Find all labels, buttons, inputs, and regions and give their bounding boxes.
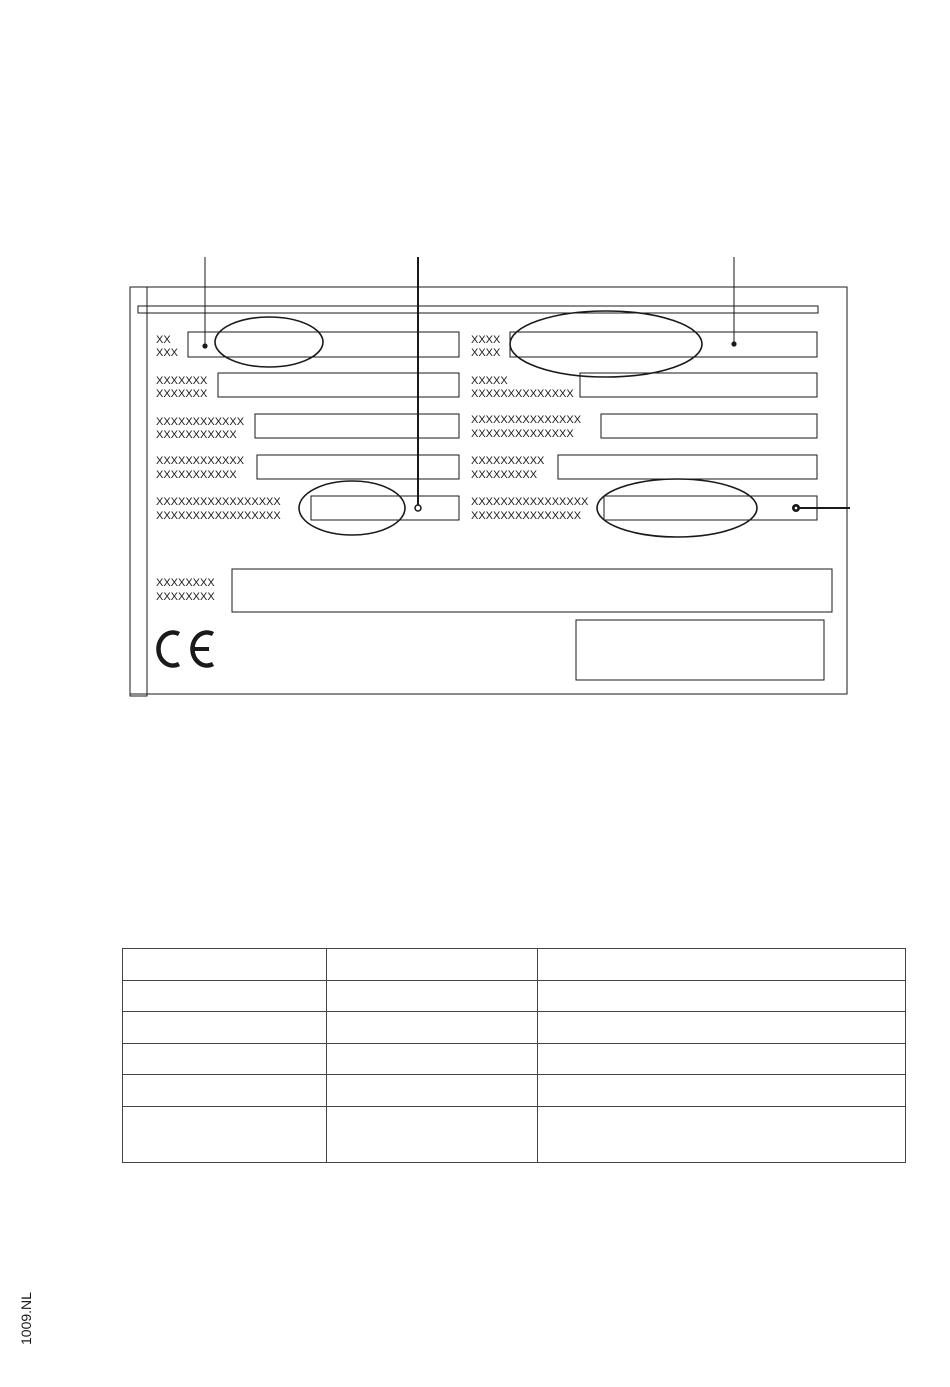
blank-box: [576, 620, 824, 680]
table-cell: [327, 1075, 538, 1107]
field-label-5: [156, 416, 245, 441]
field-label-8: [471, 455, 545, 481]
field-label-2: [471, 334, 501, 359]
field-box-10: [604, 496, 817, 520]
svg-text:XXXXXXXXXXX: XXXXXXXXXXX: [156, 469, 237, 481]
table-cell: [538, 981, 906, 1012]
highlight-ellipse-3: [299, 481, 405, 535]
svg-text:XXXXXXXXXXXXXXX: XXXXXXXXXXXXXXX: [471, 414, 582, 426]
table-row: [123, 1075, 906, 1107]
ce-mark-icon: [158, 632, 213, 665]
svg-text:XXXXXXXXXXXXXX: XXXXXXXXXXXXXX: [471, 428, 574, 440]
table-cell: [123, 1012, 327, 1044]
table-cell: [538, 1075, 906, 1107]
field-box-6: [601, 414, 817, 438]
table-cell: [123, 1044, 327, 1075]
table-row: [123, 949, 906, 981]
field-box-7: [257, 455, 459, 479]
svg-text:XXXX: XXXX: [471, 347, 501, 359]
svg-text:XXXXXXXXXXXX: XXXXXXXXXXXX: [156, 416, 245, 428]
svg-text:XXX: XXX: [156, 347, 179, 359]
table-row: [123, 1107, 906, 1163]
table-cell: [327, 981, 538, 1012]
field-box-9: [311, 496, 459, 520]
field-box-3: [218, 373, 459, 397]
field-label-7: [156, 455, 245, 481]
plate-top-bar: [138, 306, 818, 313]
svg-text:XXXXXXX: XXXXXXX: [156, 388, 208, 400]
plate-left-strip: [130, 287, 147, 696]
svg-text:XXXXXXXX: XXXXXXXX: [156, 591, 215, 603]
table-row: [123, 981, 906, 1012]
field-box-11: [232, 569, 832, 612]
table-cell: [123, 949, 327, 981]
table-cell: [538, 949, 906, 981]
table-cell: [123, 1107, 327, 1163]
highlight-ellipse-4: [597, 479, 757, 537]
field-label-4: [471, 375, 574, 400]
svg-text:XX: XX: [156, 334, 171, 346]
table-cell: [538, 1107, 906, 1163]
leader-dot-1: [202, 343, 207, 348]
table-row: [123, 1012, 906, 1044]
svg-text:XXXXXXXXXXXXXXXXX: XXXXXXXXXXXXXXXXX: [156, 496, 281, 508]
highlight-ellipse-2: [510, 311, 702, 377]
svg-text:XXXXXXXX: XXXXXXXX: [156, 577, 215, 589]
svg-text:XXXXXXXXXXXXXX: XXXXXXXXXXXXXX: [471, 388, 574, 400]
spec-table: [122, 948, 906, 1163]
highlight-ellipse-1: [215, 317, 323, 367]
svg-text:XXXXXXX: XXXXXXX: [156, 375, 208, 387]
table-cell: [538, 1012, 906, 1044]
table-cell: [538, 1044, 906, 1075]
table-cell: [327, 1044, 538, 1075]
document-code: 1009.NL: [18, 1292, 34, 1345]
leader-dot-3: [731, 341, 736, 346]
table-cell: [123, 981, 327, 1012]
svg-text:XXXXXXXXX: XXXXXXXXX: [471, 469, 538, 481]
table-cell: [327, 1107, 538, 1163]
field-label-10: [471, 496, 589, 522]
leader-dot-2: [415, 505, 421, 511]
field-label-3: [156, 375, 208, 400]
table-row: [123, 1044, 906, 1075]
svg-text:XXXXXXXXXX: XXXXXXXXXX: [471, 455, 545, 467]
table-cell: [327, 1012, 538, 1044]
svg-text:XXXX: XXXX: [471, 334, 501, 346]
svg-text:XXXXXXXXXXXXXXXXX: XXXXXXXXXXXXXXXXX: [156, 510, 281, 522]
leader-dot-4-core: [795, 507, 798, 510]
field-box-2: [510, 332, 817, 357]
field-label-1: [156, 334, 179, 359]
svg-text:XXXXX: XXXXX: [471, 375, 508, 387]
field-label-6: [471, 414, 582, 440]
svg-text:XXXXXXXXXXXXXXXX: XXXXXXXXXXXXXXXX: [471, 496, 589, 508]
field-label-9: [156, 496, 281, 522]
field-box-8: [558, 455, 817, 479]
table-cell: [327, 949, 538, 981]
svg-text:XXXXXXXXXXX: XXXXXXXXXXX: [156, 429, 237, 441]
field-label-11: [156, 577, 215, 603]
table-cell: [123, 1075, 327, 1107]
svg-text:XXXXXXXXXXXX: XXXXXXXXXXXX: [156, 455, 245, 467]
svg-text:XXXXXXXXXXXXXXX: XXXXXXXXXXXXXXX: [471, 510, 582, 522]
field-box-5: [255, 414, 459, 438]
